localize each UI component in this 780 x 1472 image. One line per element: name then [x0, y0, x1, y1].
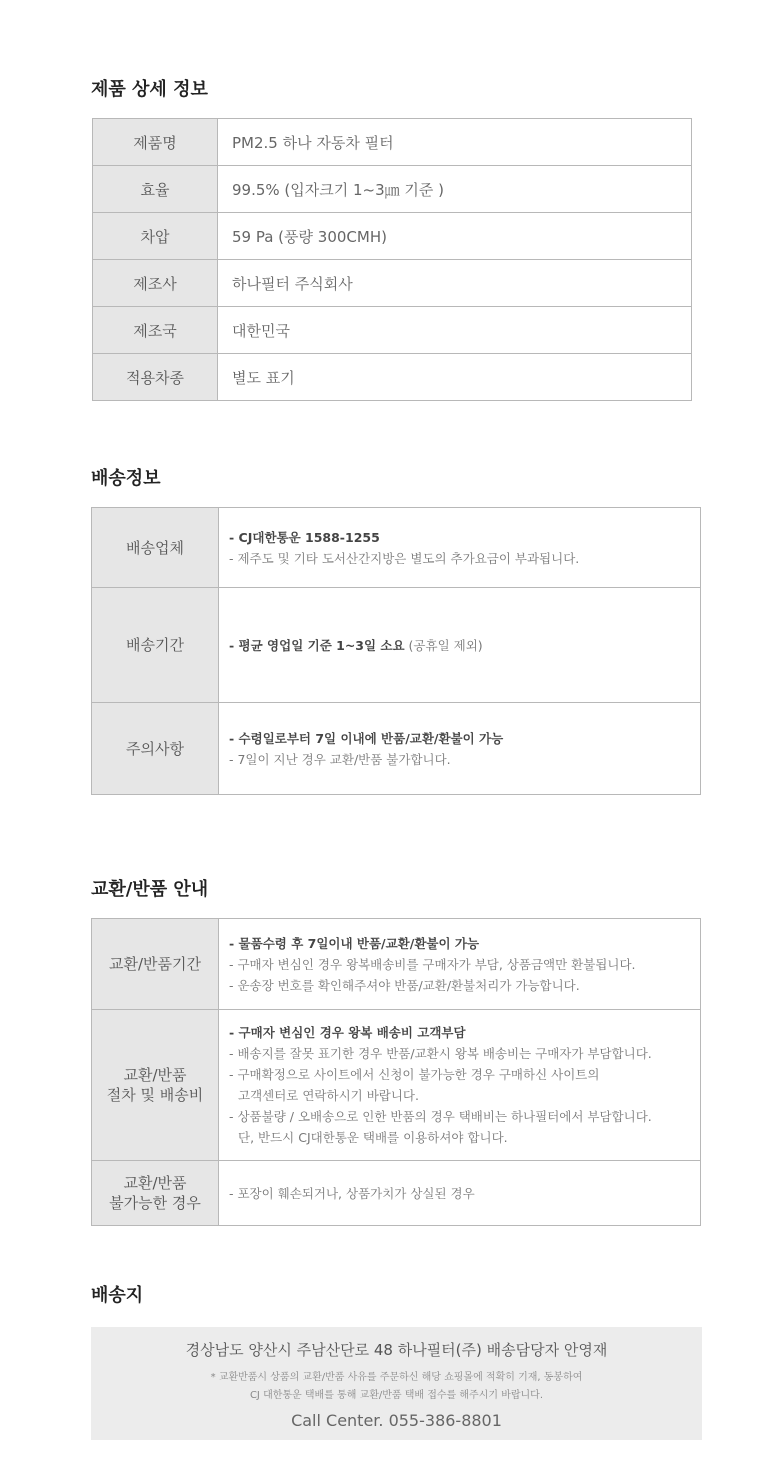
row-value: 별도 표기 — [218, 354, 692, 401]
row-value: 하나필터 주식회사 — [218, 260, 692, 307]
row-label: 적용차종 — [93, 354, 218, 401]
row-label: 배송업체 — [92, 508, 219, 588]
row-label: 효율 — [93, 166, 218, 213]
row-value — [219, 588, 701, 703]
info-line: 단, 반드시 CJ대한통운 택배를 이용하셔야 합니다. — [238, 1130, 508, 1145]
info-line: - 운송장 번호를 확인해주셔야 반품/교환/환불처리가 가능합니다. — [229, 977, 580, 993]
info-line: - 물품수령 후 7일이내 반품/교환/환불이 가능 — [229, 935, 480, 951]
table-row — [93, 307, 692, 354]
row-value: PM2.5 하나 자동차 필터 — [218, 119, 692, 166]
row-value — [219, 919, 701, 1010]
info-line: - 구매자 변심인 경우 왕복배송비를 구매자가 부담, 상품금액만 환불됩니다. — [229, 956, 636, 972]
table-row — [93, 260, 692, 307]
row-label: 교환/반품기간 — [92, 919, 219, 1010]
table-row — [93, 166, 692, 213]
row-label-line: 교환/반품 — [123, 1174, 187, 1192]
row-value: 59 Pa (풍량 300CMH) — [218, 213, 692, 260]
table-row — [92, 1010, 701, 1161]
info-line: - 수령일로부터 7일 이내에 반품/교환/환불이 가능 — [229, 730, 504, 746]
row-label: 차압 — [93, 213, 218, 260]
row-value: 99.5% (입자크기 1~3㎛ 기준 ) — [218, 166, 692, 213]
info-line: - 구매자 변심인 경우 왕복 배송비 고객부담 — [229, 1025, 466, 1040]
row-label-line: 교환/반품 — [123, 1066, 187, 1084]
table-row — [93, 119, 692, 166]
row-value — [219, 1010, 701, 1161]
row-label: 제조국 — [93, 307, 218, 354]
info-line: - 배송지를 잘못 표기한 경우 반품/교환시 왕복 배송비는 구매자가 부담합니다. — [229, 1046, 652, 1061]
product-section-title: 제품 상세 정보 — [91, 79, 208, 100]
exchange-info-table — [91, 918, 701, 1226]
address-main: 경상남도 양산시 주남산단로 48 하나필터(주) 배송담당자 안영재 — [185, 1341, 608, 1359]
table-row — [92, 703, 701, 795]
info-line: - 7일이 지난 경우 교환/반품 불가합니다. — [229, 751, 451, 767]
exchange-section-title: 교환/반품 안내 — [91, 879, 209, 900]
product-spec-table — [92, 118, 692, 401]
row-value: 대한민국 — [218, 307, 692, 354]
row-label: 배송기간 — [92, 588, 219, 703]
row-label: 제조사 — [93, 260, 218, 307]
shipping-info-table — [91, 507, 701, 795]
table-row — [93, 354, 692, 401]
row-label — [92, 1010, 219, 1161]
row-value — [219, 703, 701, 795]
info-line-bold: - 평균 영업일 기준 1~3일 소요 — [229, 637, 405, 653]
row-value — [219, 508, 701, 588]
info-line-note: (공휴일 제외) — [404, 637, 483, 653]
row-value — [219, 1161, 701, 1226]
info-line: - CJ대한통운 1588-1255 — [229, 529, 380, 545]
info-line — [229, 635, 700, 656]
info-line: 고객센터로 연락하시기 바랍니다. — [238, 1088, 419, 1103]
table-row — [92, 919, 701, 1010]
info-line: - 제주도 및 기타 도서산간지방은 별도의 추가요금이 부과됩니다. — [229, 550, 580, 566]
row-label: 제품명 — [93, 119, 218, 166]
table-row — [93, 213, 692, 260]
address-box — [91, 1327, 702, 1440]
info-line: - 구매확정으로 사이트에서 신청이 불가능한 경우 구매하신 사이트의 — [229, 1067, 600, 1082]
table-row — [92, 508, 701, 588]
address-note: * 교환반품시 상품의 교환/반품 사유를 주문하신 해당 쇼핑몰에 적확히 기재, 동봉하여 — [210, 1372, 583, 1383]
table-row — [92, 1161, 701, 1226]
info-line: - 상품불량 / 오배송으로 인한 반품의 경우 택배비는 하나필터에서 부담합니다. — [229, 1109, 652, 1124]
call-center: Call Center. 055-386-8801 — [291, 1411, 502, 1430]
row-label: 주의사항 — [92, 703, 219, 795]
info-line: - 포장이 훼손되거나, 상품가치가 상실된 경우 — [229, 1185, 475, 1201]
row-label-line: 절차 및 배송비 — [106, 1086, 204, 1104]
address-section-title: 배송지 — [91, 1285, 144, 1306]
row-label-line: 불가능한 경우 — [109, 1194, 201, 1212]
table-row — [92, 588, 701, 703]
address-note: CJ 대한통운 택배를 통해 교환/반품 택배 접수를 해주시기 바랍니다. — [249, 1390, 544, 1401]
row-label — [92, 1161, 219, 1226]
shipping-section-title: 배송정보 — [91, 468, 161, 489]
